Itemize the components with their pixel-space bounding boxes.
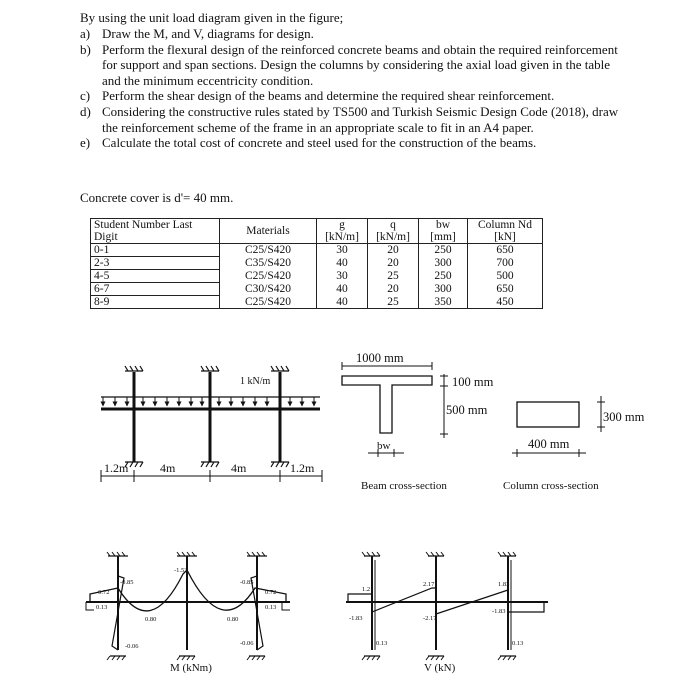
cell-q: 20	[368, 283, 419, 296]
t-section-outline	[342, 376, 432, 433]
fixed-support-bottom	[125, 462, 289, 467]
shear-column-curves	[375, 560, 511, 650]
shear-value: 2.17	[423, 581, 435, 588]
moment-value: 0.72	[265, 589, 277, 596]
moment-value: 0.80	[145, 616, 157, 623]
cell-nd: 650	[468, 244, 543, 257]
shear-value: 1.83	[498, 581, 510, 588]
shear-caption: V (kN)	[424, 662, 456, 674]
cell-g: 30	[317, 270, 368, 283]
cell-materials: C25/S420	[220, 296, 317, 309]
cell-bw: 300	[419, 257, 468, 270]
flange-width-label: 1000 mm	[356, 351, 404, 365]
cell-bw: 250	[419, 270, 468, 283]
header-q: q [kN/m]	[368, 219, 419, 244]
dim-overhang-right: 1.2m	[290, 461, 315, 475]
moment-diagram	[86, 552, 290, 660]
moment-value: -0.85	[240, 579, 254, 586]
cell-materials: C35/S420	[220, 257, 317, 270]
task-text: Perform the shear design of the beams and determine the required shear reinforcement.	[102, 88, 555, 104]
cell-q: 20	[368, 257, 419, 270]
cell-nd: 450	[468, 296, 543, 309]
cell-g: 40	[317, 296, 368, 309]
moment-value: -0.06	[240, 640, 254, 647]
column-width-label: 400 mm	[528, 437, 570, 451]
moment-value: -0.06	[125, 643, 139, 650]
dim-span-right: 4m	[231, 461, 247, 475]
column-rectangle	[517, 402, 579, 427]
moment-caption: M (kNm)	[170, 662, 212, 674]
header-g: g [kN/m]	[317, 219, 368, 244]
cell-digit: 4-5	[91, 270, 220, 283]
beam-cross-section	[342, 362, 448, 457]
task-text: Perform the flexural design of the reinforced concrete beams and obtain the required reinforcement for support and span sections. Design the columns by considering the axial load given in the table and the minimum eccentricity condition.	[102, 41, 618, 88]
task-label: c)	[80, 88, 91, 104]
cell-digit: 0-1	[91, 244, 220, 257]
dim-span-left: 4m	[160, 461, 176, 475]
shear-value: -2.17	[423, 615, 437, 622]
web-width-label: bw	[377, 440, 391, 452]
header-bw: bw [mm]	[419, 219, 468, 244]
column-height-label: 300 mm	[603, 410, 645, 424]
cell-g: 40	[317, 257, 368, 270]
cell-materials: C25/S420	[220, 270, 317, 283]
shear-value: -1.83	[492, 608, 506, 615]
cell-digit: 2-3	[91, 257, 220, 270]
cell-digit: 8-9	[91, 296, 220, 309]
cell-digit: 6-7	[91, 283, 220, 296]
moment-value: 0.13	[265, 604, 277, 611]
cell-g: 30	[317, 244, 368, 257]
cell-nd: 700	[468, 257, 543, 270]
flange-thickness-label: 100 mm	[452, 375, 494, 389]
header-materials: Materials	[220, 219, 317, 244]
moment-value: 0.13	[96, 604, 108, 611]
task-text: Draw the M, and V, diagrams for design.	[102, 26, 314, 41]
shear-value: -1.83	[349, 615, 363, 622]
moment-value: -1.53	[174, 567, 188, 574]
cell-nd: 500	[468, 270, 543, 283]
fixed-support-top	[125, 366, 289, 371]
shear-value: 1.2	[362, 586, 371, 593]
moment-value: -0.85	[120, 579, 134, 586]
load-label: 1 kN/m	[240, 376, 271, 387]
concrete-cover-text: Concrete cover is d'= 40 mm.	[80, 190, 234, 205]
cell-materials: C30/S420	[220, 283, 317, 296]
cell-q: 25	[368, 270, 419, 283]
shear-value: 0.13	[376, 640, 388, 647]
moment-value: -0.72	[96, 589, 110, 596]
cell-bw: 350	[419, 296, 468, 309]
task-label: a)	[80, 26, 91, 41]
task-text: Calculate the total cost of concrete and steel used for the construction of the beams.	[102, 135, 537, 151]
task-text: Considering the constructive rules stated by TS500 and Turkish Seismic Design Code (2018), draw the reinforcement scheme of the frame in an appropriate scale to fit in an A4 paper.	[102, 103, 619, 135]
cell-q: 20	[368, 244, 419, 257]
moment-value: 0.80	[227, 616, 239, 623]
cell-nd: 650	[468, 283, 543, 296]
header-student-digit: Student Number Last Digit	[91, 219, 220, 244]
dim-overhang-left: 1.2m	[104, 461, 129, 475]
intro-text: By using the unit load diagram given in the figure;	[80, 10, 344, 25]
shear-value: 0.13	[512, 640, 524, 647]
column-section-caption: Column cross-section	[503, 480, 599, 492]
beam-section-caption: Beam cross-section	[361, 480, 447, 492]
cell-g: 40	[317, 283, 368, 296]
header-column-nd: Column Nd [kN]	[468, 219, 543, 244]
task-label: e)	[80, 135, 91, 151]
cell-q: 25	[368, 296, 419, 309]
section-height-label: 500 mm	[446, 403, 488, 417]
task-label: b)	[80, 41, 91, 57]
cell-bw: 250	[419, 244, 468, 257]
task-label: d)	[80, 103, 91, 119]
cell-bw: 300	[419, 283, 468, 296]
frame-diagram	[101, 366, 322, 482]
cell-materials: C25/S420	[220, 244, 317, 257]
